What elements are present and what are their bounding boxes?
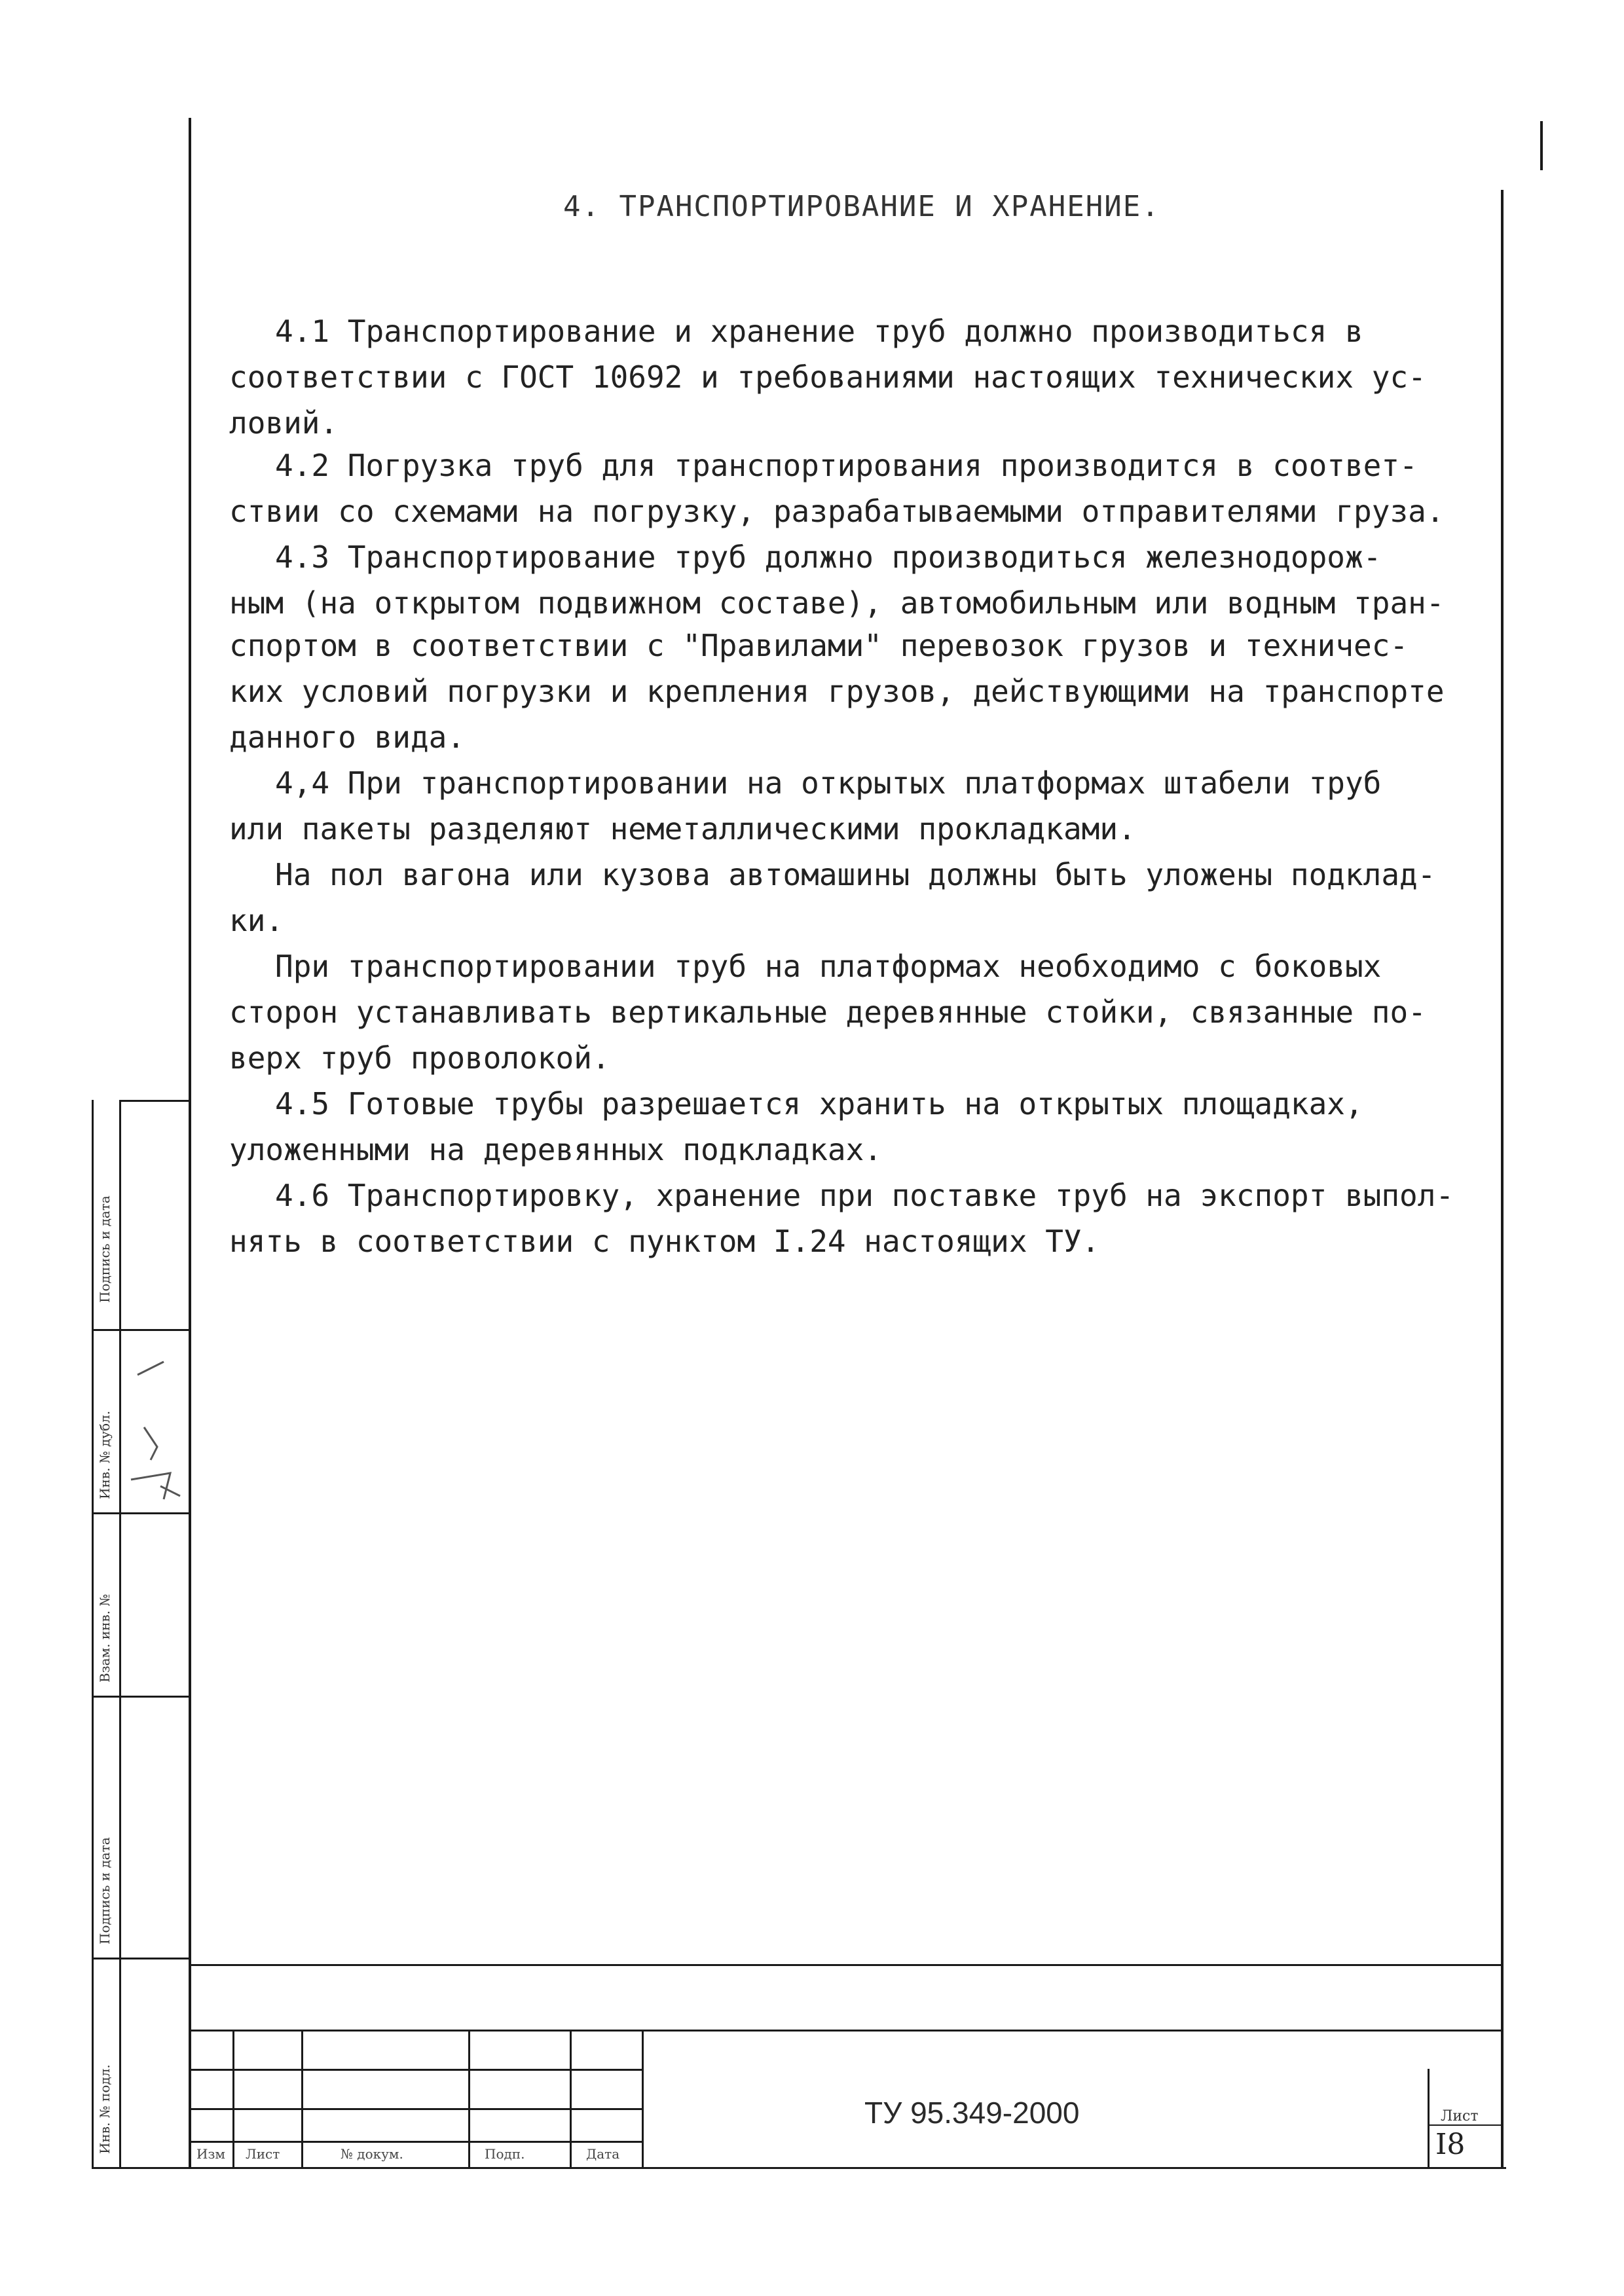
text-line: ным (на открытом подвижном составе), автомобильным или водным тран- [229,585,1445,621]
stamp-header-doc-no: № докум. [341,2146,403,2162]
text-line: спортом в соответствии с "Правилами" перевозок грузов и техничес- [229,628,1409,663]
text-line: уложенными на деревянных подкладках. [229,1132,882,1167]
stamp-header-sheet: Лист [246,2146,280,2162]
text-line: ки. [229,903,284,938]
text-line: На пол вагона или кузова автомашины должны быть уложены подклад- [275,857,1436,892]
stamp-header-date: Дата [586,2146,620,2162]
stamp-col-3 [468,2030,470,2167]
sheet-number: I8 [1435,2128,1466,2161]
section-heading: 4. ТРАНСПОРТИРОВАНИЕ И ХРАНЕНИЕ. [563,190,1160,223]
stamp-col-1 [232,2030,234,2167]
frame-left-border [189,118,191,2167]
side-strip-div-5 [92,1958,190,1959]
frame-right-top-mark [1540,121,1543,170]
side-strip-inner [92,1100,94,2167]
text-line: 4.3 Транспортирование труб должно производиться железнодорож- [275,539,1382,575]
document-code: ТУ 95.349-2000 [864,2096,1080,2130]
text-line: сторон устанавливать вертикальные деревянные стойки, связанные по- [229,994,1426,1030]
stamp-col-2 [301,2030,303,2167]
text-line: верх труб проволокой. [229,1040,610,1076]
text-line: ствии со схемами на погрузку, разрабатываемыми отправителями груза. [229,494,1445,529]
side-strip-div-4 [92,1696,190,1698]
text-line: или пакеты разделяют неметаллическими прокладками. [229,811,1136,847]
frame-right-border [1501,190,1504,2167]
stamp-row-line-3 [191,2108,643,2110]
text-line: ких условий погрузки и крепления грузов, действующими на транспорте [229,674,1445,709]
side-label-signature-date-2: Подпись и дата [97,1837,113,1944]
stamp-col-5 [642,2030,644,2167]
side-strip-left [119,1100,121,2167]
side-label-signature-date: Подпись и дата [97,1195,113,1303]
stamp-row-line-4 [191,2141,643,2143]
side-strip-div-1 [119,1100,189,1102]
stamp-col-4 [570,2030,572,2167]
text-line: ловий. [229,405,339,441]
stamp-header-change: Изм [196,2146,225,2162]
text-line: данного вида. [229,720,466,755]
side-label-orig-inv: Инв. № подл. [97,2064,113,2154]
side-label-dup-inv: Инв. № дубл. [97,1410,113,1499]
text-line: нять в соответствии с пунктом I.24 настоящих ТУ. [229,1224,1100,1259]
stamp-top-line [190,1964,1503,1966]
side-strip-div-3 [92,1512,190,1514]
frame-bottom-border [92,2167,1506,2169]
text-line: 4.6 Транспортировку, хранение при поставке труб на экспорт выпол- [275,1178,1454,1213]
handwritten-mark [124,1349,187,1506]
stamp-row-line-1 [191,2030,1501,2032]
text-line: 4.5 Готовые трубы разрешается хранить на открытых площадках, [275,1086,1363,1121]
text-line: 4.1 Транспортирование и хранение труб должно производиться в [275,314,1363,349]
stamp-header-signature: Подп. [485,2146,525,2162]
text-line: 4,4 При транспортировании на открытых платформах штабели труб [275,765,1382,801]
text-line: При транспортировании труб на платформах необходимо с боковых [275,949,1382,984]
side-label-replace-inv: Взам. инв. № [97,1594,113,1683]
side-strip-div-2 [92,1329,190,1331]
stamp-sheet-col [1428,2069,1430,2167]
sheet-label: Лист [1441,2108,1479,2124]
text-line: соответствии с ГОСТ 10692 и требованиями настоящих технических ус- [229,359,1426,395]
text-line: 4.2 Погрузка труб для транспортирования производится в соответ- [275,448,1418,483]
stamp-sheet-row [1428,2124,1501,2126]
stamp-row-line-2 [191,2069,643,2071]
